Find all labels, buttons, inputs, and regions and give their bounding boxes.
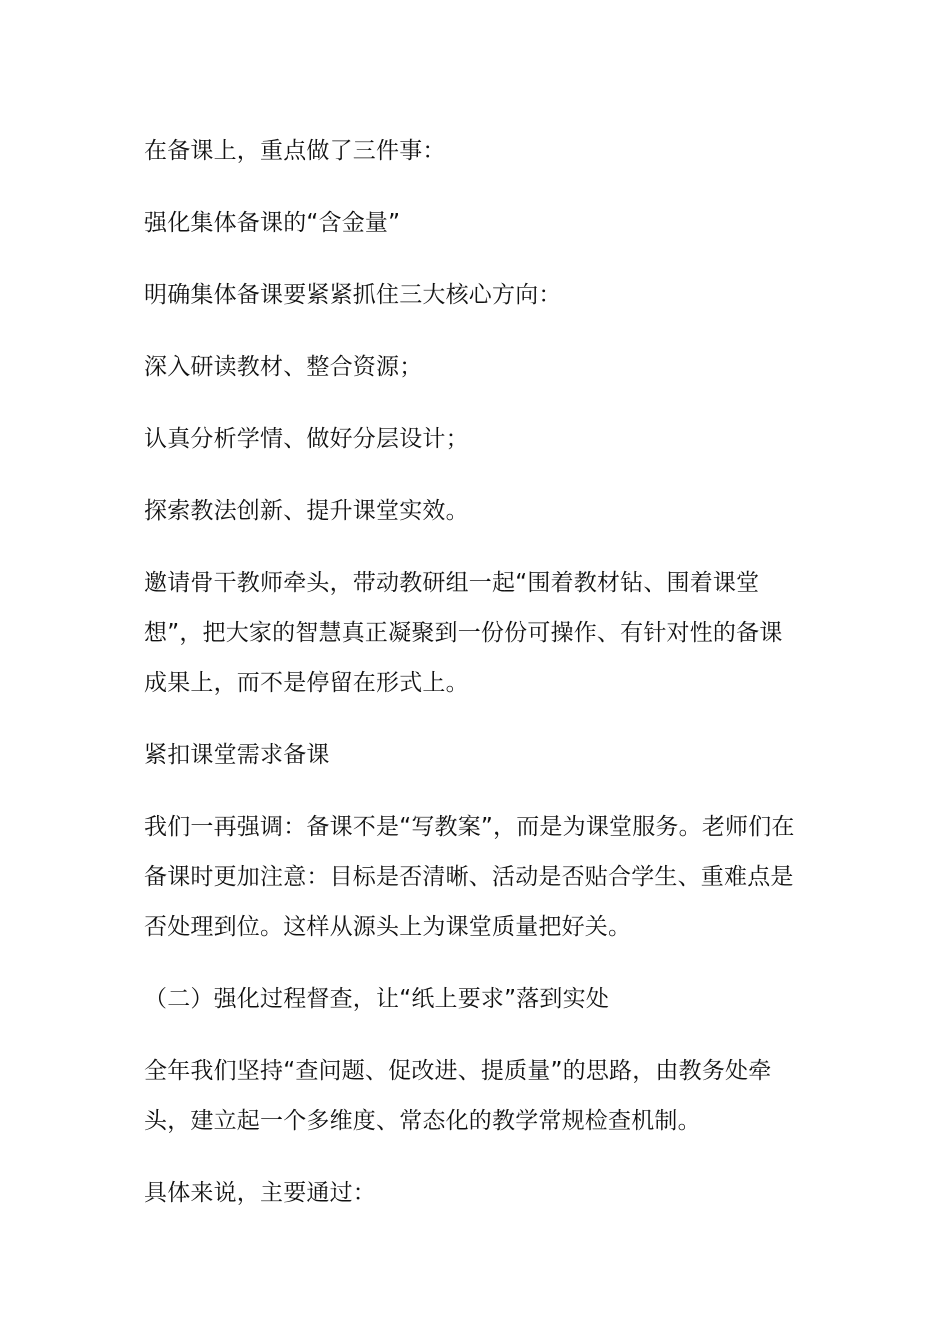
paragraph-direction-1: 深入研读教材、整合资源； [144, 354, 423, 380]
paragraph-classroom-service: 我们一再强调：备课不是“写教案”，而是为课堂服务。老师们在备课时更加注意：目标是否清晰、活动是否贴合学生、重难点是否处理到位。这样从源头上为课堂质量把好关。 [144, 814, 795, 940]
paragraph-section-two-heading: （二）强化过程督查，让“纸上要求”落到实处 [144, 986, 610, 1012]
paragraph-direction-2: 认真分析学情、做好分层设计； [144, 426, 469, 452]
paragraph-collective-prep-heading: 强化集体备课的“含金量” [144, 210, 401, 236]
paragraph-inspection-mechanism: 全年我们坚持“查问题、促改进、提质量”的思路，由教务处牵头，建立起一个多维度、常态化的教学常规检查机制。 [144, 1058, 772, 1134]
paragraph-direction-3: 探索教法创新、提升课堂实效。 [144, 498, 469, 524]
paragraph-specifically: 具体来说，主要通过： [144, 1180, 376, 1206]
paragraph-core-directions: 明确集体备课要紧紧抓住三大核心方向： [144, 282, 562, 308]
paragraph-classroom-needs-heading: 紧扣课堂需求备课 [144, 742, 330, 768]
paragraph-backbone-teachers: 邀请骨干教师牵头，带动教研组一起“围着教材钻、围着课堂想”，把大家的智慧真正凝聚到一份份可操作、有针对性的备课成果上，而不是停留在形式上。 [144, 570, 783, 696]
paragraph-lesson-prep-intro: 在备课上，重点做了三件事： [144, 138, 446, 164]
